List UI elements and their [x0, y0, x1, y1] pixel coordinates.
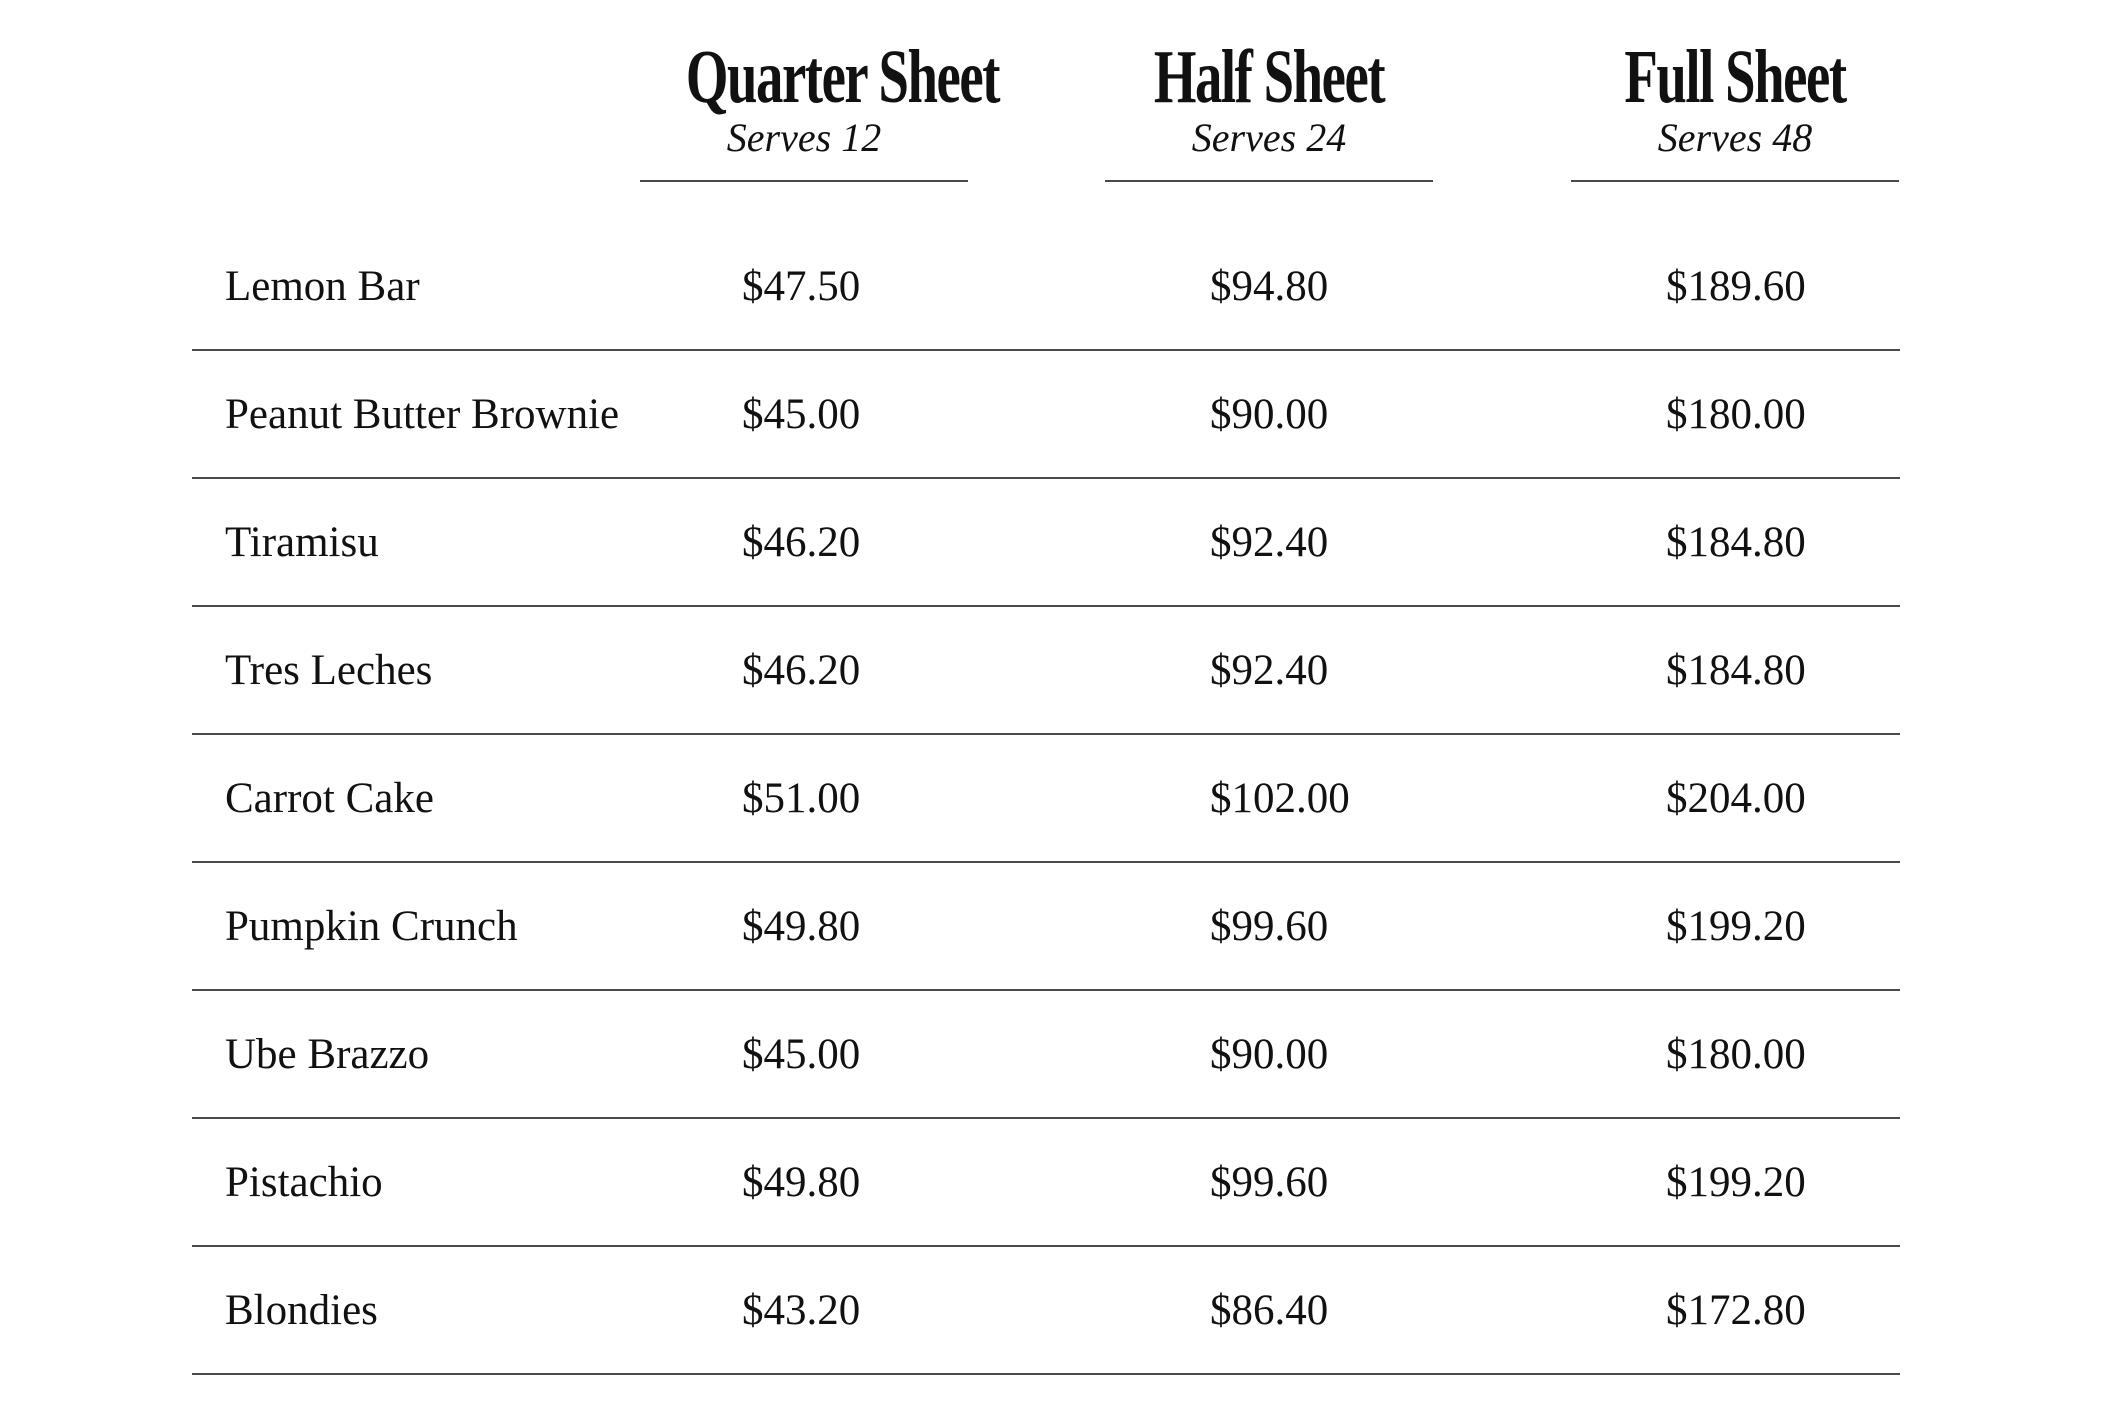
item-name: Ube Brazzo — [225, 1031, 430, 1078]
quarter-sheet-price: $46.20 — [742, 647, 861, 694]
full-sheet-price: $189.60 — [1666, 263, 1806, 310]
table-row — [192, 735, 1900, 863]
quarter-sheet-price: $47.50 — [742, 263, 861, 310]
column-title: Half Sheet — [1153, 35, 1385, 119]
half-sheet-price: $99.60 — [1210, 903, 1329, 950]
column-header-half-sheet — [1105, 35, 1433, 182]
column-title: Quarter Sheet — [685, 35, 999, 119]
column-header-full-sheet — [1571, 35, 1899, 182]
column-serves: Serves 12 — [726, 115, 882, 160]
column-header-quarter-sheet — [640, 35, 999, 182]
column-divider — [640, 180, 968, 182]
table-row — [192, 351, 1900, 479]
full-sheet-price: $199.20 — [1666, 1159, 1806, 1206]
half-sheet-price: $102.00 — [1210, 775, 1350, 822]
half-sheet-price: $90.00 — [1210, 391, 1329, 438]
column-divider — [1571, 180, 1899, 182]
full-sheet-price: $172.80 — [1666, 1287, 1806, 1334]
half-sheet-price: $94.80 — [1210, 263, 1329, 310]
full-sheet-price: $180.00 — [1666, 391, 1806, 438]
item-name: Pumpkin Crunch — [225, 903, 518, 950]
column-divider — [1105, 180, 1433, 182]
quarter-sheet-price: $49.80 — [742, 1159, 861, 1206]
item-name: Lemon Bar — [225, 263, 420, 310]
column-title: Full Sheet — [1624, 35, 1846, 119]
table-row — [192, 863, 1900, 991]
full-sheet-price: $199.20 — [1666, 903, 1806, 950]
table-row — [192, 1119, 1900, 1247]
half-sheet-price: $92.40 — [1210, 647, 1329, 694]
quarter-sheet-price: $51.00 — [742, 775, 861, 822]
half-sheet-price: $92.40 — [1210, 519, 1329, 566]
table-row — [192, 991, 1900, 1119]
column-serves: Serves 24 — [1191, 115, 1347, 160]
item-name: Pistachio — [225, 1159, 383, 1206]
quarter-sheet-price: $46.20 — [742, 519, 861, 566]
item-name: Peanut Butter Brownie — [225, 391, 620, 438]
half-sheet-price: $86.40 — [1210, 1287, 1329, 1334]
table-row — [192, 223, 1900, 351]
item-name: Tres Leches — [225, 647, 433, 694]
half-sheet-price: $90.00 — [1210, 1031, 1329, 1078]
item-name: Tiramisu — [225, 519, 379, 566]
table-row — [192, 1247, 1900, 1375]
price-rows — [192, 223, 1900, 1375]
quarter-sheet-price: $43.20 — [742, 1287, 861, 1334]
half-sheet-price: $99.60 — [1210, 1159, 1329, 1206]
full-sheet-price: $204.00 — [1666, 775, 1806, 822]
full-sheet-price: $184.80 — [1666, 519, 1806, 566]
item-name: Blondies — [225, 1287, 378, 1334]
quarter-sheet-price: $49.80 — [742, 903, 861, 950]
quarter-sheet-price: $45.00 — [742, 391, 861, 438]
item-name: Carrot Cake — [225, 775, 434, 822]
table-row — [192, 607, 1900, 735]
quarter-sheet-price: $45.00 — [742, 1031, 861, 1078]
column-serves: Serves 48 — [1657, 115, 1813, 160]
full-sheet-price: $184.80 — [1666, 647, 1806, 694]
table-row — [192, 479, 1900, 607]
full-sheet-price: $180.00 — [1666, 1031, 1806, 1078]
